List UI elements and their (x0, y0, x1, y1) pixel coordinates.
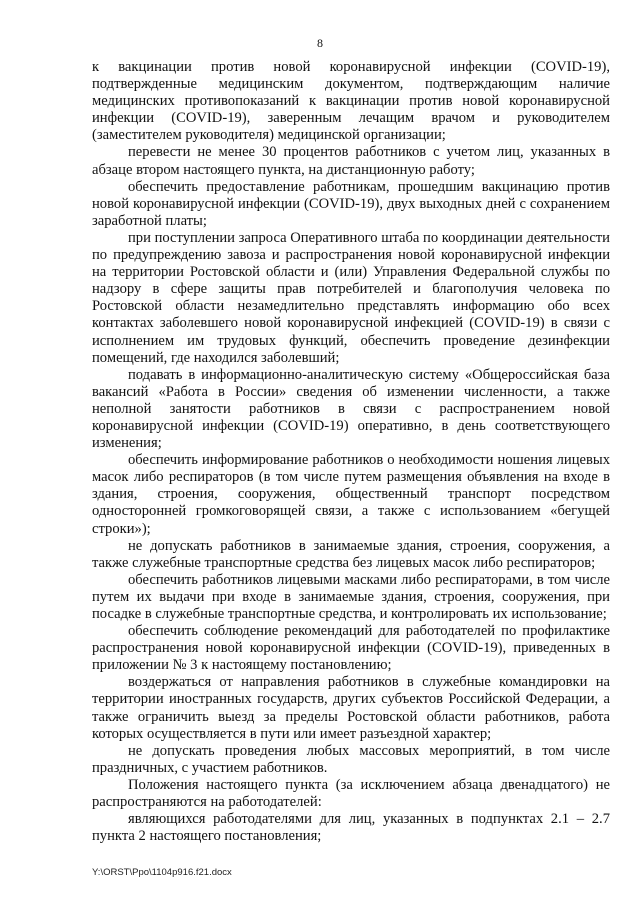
paragraph: не допускать проведения любых массовых мероприятий, в том числе праздничных, с участием работников. (92, 742, 610, 776)
paragraph: при поступлении запроса Оперативного штаба по координации деятельности по предупреждению завоза и распространения новой коронавирусной инфекции на территории Ростовской области и (или) Управления Федеральной службы по надзору в сфере защиты прав потребителей и благополучия человека по Ростовской области незамедлительно представлять информацию обо всех контактах заболевшего новой коронавирусной инфекцией (COVID-19) в связи с исполнением им трудовых функций, обеспечить проведение дезинфекции помещений, где находился заболевший; (92, 229, 610, 366)
paragraph: воздержаться от направления работников в служебные командировки на территории иностранных государств, других субъектов Российской Федерации, а также ограничить выезд за пределы Ростовской области работников, работа которых осуществляется в пути или имеет разъездной характер; (92, 674, 610, 742)
paragraph: являющихся работодателями для лиц, указанных в подпунктах 2.1 – 2.7 пункта 2 настоящего постановления; (92, 811, 610, 845)
footer-file-path: Y:\ORST\Ppo\1104p916.f21.docx (92, 867, 232, 878)
paragraph: обеспечить предоставление работникам, прошедшим вакцинацию против новой коронавирусной инфекции (COVID-19), двух выходных дней с сохранением заработной платы; (92, 178, 610, 229)
paragraph: обеспечить работников лицевыми масками либо респираторами, в том числе путем их выдачи при входе в занимаемые здания, строения, сооружения, при посадке в служебные транспортные средства, и контролировать их использование; (92, 571, 610, 622)
page-number: 8 (317, 36, 323, 50)
paragraph: обеспечить информирование работников о необходимости ношения лицевых масок либо респираторов (в том числе путем размещения объявления на входе в здания, строения, сооружения, общественный транспорт посредством односторонней громкоговорящей связи, а также с использованием «бегущей строки»); (92, 452, 610, 537)
document-body (92, 59, 610, 845)
paragraph: перевести не менее 30 процентов работников с учетом лиц, указанных в абзаце втором настоящего пункта, на дистанционную работу; (92, 144, 610, 178)
paragraph: обеспечить соблюдение рекомендаций для работодателей по профилактике распространения новой коронавирусной инфекции (COVID-19), приведенных в приложении № 3 к настоящему постановлению; (92, 623, 610, 674)
paragraph: подавать в информационно-аналитическую систему «Общероссийская база вакансий «Работа в России» сведения об изменении численности, а также неполной занятости работников в связи с распространением новой коронавирусной инфекции (COVID-19) оперативно, в день соответствующего изменения; (92, 366, 610, 452)
paragraph: не допускать работников в занимаемые здания, строения, сооружения, а также служебные транспортные средства без лицевых масок либо респираторов; (92, 537, 610, 571)
paragraph: к вакцинации против новой коронавирусной инфекции (COVID-19), подтвержденные медицинским документом, подтверждающим наличие медицинских противопоказаний к вакцинации против новой коронавирусной инфекции (COVID-19), заверенным лечащим врачом и руководителем (заместителем руководителя) медицинской организации; (92, 59, 610, 144)
paragraph: Положения настоящего пункта (за исключением абзаца двенадцатого) не распространяются на работодателей: (92, 776, 610, 811)
